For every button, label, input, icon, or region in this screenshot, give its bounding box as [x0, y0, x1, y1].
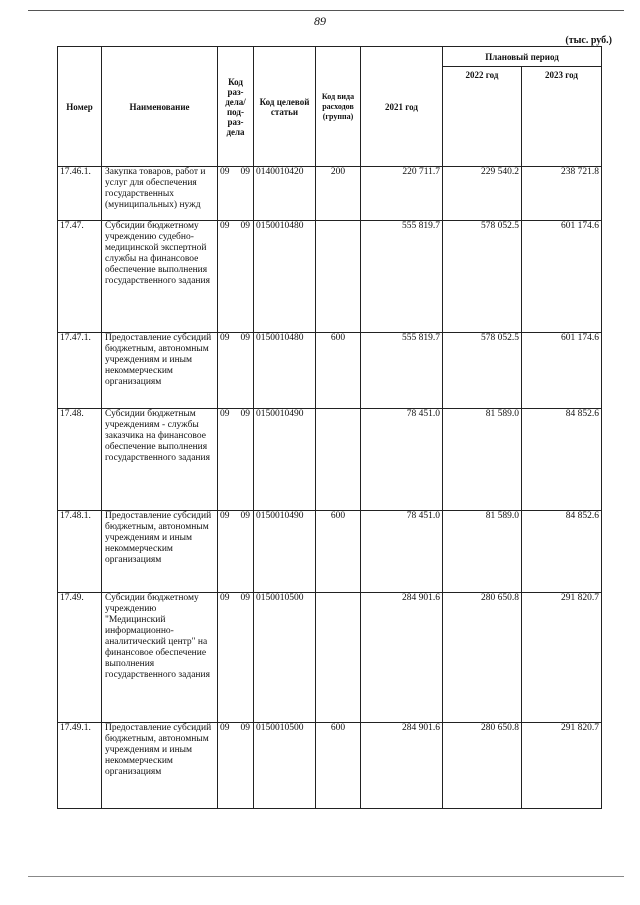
row-subsection: 09 — [240, 593, 250, 603]
row-value-2021: 284 901.6 — [361, 593, 443, 723]
row-name: Предоставление субсидий бюджетным, автономным учреждениям и иным некоммерческим организациям — [102, 723, 218, 809]
units-label: (тыс. руб.) — [565, 35, 612, 46]
header-target: Код целевой статьи — [254, 47, 316, 167]
row-number: 17.46.1. — [58, 167, 102, 221]
row-value-2022: 229 540.2 — [443, 167, 522, 221]
row-value-2021: 220 711.7 — [361, 167, 443, 221]
row-expense-code — [316, 409, 361, 511]
row-name: Субсидии бюджетному учреждению судебно-медицинской экспертной службы на финансовое обеспечение выполнения государственного задания — [102, 221, 218, 333]
row-target-code: 0150010490 — [254, 511, 316, 593]
page-number: 89 — [314, 14, 326, 28]
header-section: Код раз-дела/ под-раз-дела — [218, 47, 254, 167]
row-number: 17.48.1. — [58, 511, 102, 593]
budget-table — [57, 46, 602, 809]
row-section-code — [218, 333, 254, 409]
header-expense: Код вида расходов (группа) — [316, 47, 361, 167]
row-section: 09 — [220, 409, 230, 419]
row-value-2022: 81 589.0 — [443, 511, 522, 593]
row-subsection: 09 — [240, 723, 250, 733]
row-name: Предоставление субсидий бюджетным, автономным учреждениям и иным некоммерческим организациям — [102, 333, 218, 409]
row-value-2023: 291 820.7 — [522, 593, 602, 723]
row-section: 09 — [220, 723, 230, 733]
row-expense-code: 600 — [316, 723, 361, 809]
row-expense-code — [316, 221, 361, 333]
header-name: Наименование — [102, 47, 218, 167]
row-target-code: 0150010480 — [254, 221, 316, 333]
row-value-2022: 280 650.8 — [443, 723, 522, 809]
top-rule — [28, 10, 624, 11]
row-section-code — [218, 723, 254, 809]
header-number: Номер — [58, 47, 102, 167]
row-section: 09 — [220, 167, 230, 177]
row-expense-code: 600 — [316, 511, 361, 593]
row-target-code: 0150010500 — [254, 723, 316, 809]
row-value-2021: 78 451.0 — [361, 511, 443, 593]
row-number: 17.47.1. — [58, 333, 102, 409]
row-value-2023: 238 721.8 — [522, 167, 602, 221]
row-name: Субсидии бюджетному учреждению "Медицинский информационно-аналитический центр" на финансовое обеспечение выполнения государственного задания — [102, 593, 218, 723]
row-name: Предоставление субсидий бюджетным, автономным учреждениям и иным некоммерческим организациям — [102, 511, 218, 593]
row-value-2023: 601 174.6 — [522, 221, 602, 333]
row-section-code — [218, 167, 254, 221]
header-planned: Плановый период — [443, 47, 602, 67]
table-row — [58, 593, 602, 723]
row-value-2023: 84 852.6 — [522, 409, 602, 511]
row-section-code — [218, 593, 254, 723]
row-subsection: 09 — [240, 511, 250, 521]
row-value-2022: 578 052.5 — [443, 333, 522, 409]
row-value-2021: 555 819.7 — [361, 333, 443, 409]
row-target-code: 0140010420 — [254, 167, 316, 221]
row-section: 09 — [220, 333, 230, 343]
row-value-2021: 284 901.6 — [361, 723, 443, 809]
row-value-2023: 84 852.6 — [522, 511, 602, 593]
row-section: 09 — [220, 593, 230, 603]
header-2023: 2023 год — [522, 67, 602, 167]
row-number: 17.49.1. — [58, 723, 102, 809]
row-name: Субсидии бюджетным учреждениям - службы заказчика на финансовое обеспечение выполнения государственного задания — [102, 409, 218, 511]
row-target-code: 0150010480 — [254, 333, 316, 409]
bottom-rule — [28, 876, 624, 877]
row-value-2022: 81 589.0 — [443, 409, 522, 511]
row-section: 09 — [220, 221, 230, 231]
row-subsection: 09 — [240, 333, 250, 343]
row-section-code — [218, 409, 254, 511]
row-subsection: 09 — [240, 221, 250, 231]
table-row — [58, 723, 602, 809]
row-value-2022: 280 650.8 — [443, 593, 522, 723]
row-value-2021: 78 451.0 — [361, 409, 443, 511]
row-name: Закупка товаров, работ и услуг для обеспечения государственных (муниципальных) нужд — [102, 167, 218, 221]
row-value-2023: 291 820.7 — [522, 723, 602, 809]
row-expense-code: 600 — [316, 333, 361, 409]
table-row — [58, 221, 602, 333]
row-number: 17.47. — [58, 221, 102, 333]
row-value-2023: 601 174.6 — [522, 333, 602, 409]
row-number: 17.48. — [58, 409, 102, 511]
table-row — [58, 409, 602, 511]
row-subsection: 09 — [240, 409, 250, 419]
row-section-code — [218, 511, 254, 593]
header-2022: 2022 год — [443, 67, 522, 167]
row-section: 09 — [220, 511, 230, 521]
table-row — [58, 333, 602, 409]
row-target-code: 0150010500 — [254, 593, 316, 723]
table-body — [58, 167, 602, 809]
row-expense-code: 200 — [316, 167, 361, 221]
row-expense-code — [316, 593, 361, 723]
row-value-2021: 555 819.7 — [361, 221, 443, 333]
table-row — [58, 167, 602, 221]
row-value-2022: 578 052.5 — [443, 221, 522, 333]
row-subsection: 09 — [240, 167, 250, 177]
row-section-code — [218, 221, 254, 333]
table-row — [58, 511, 602, 593]
row-number: 17.49. — [58, 593, 102, 723]
header-2021: 2021 год — [361, 47, 443, 167]
row-target-code: 0150010490 — [254, 409, 316, 511]
